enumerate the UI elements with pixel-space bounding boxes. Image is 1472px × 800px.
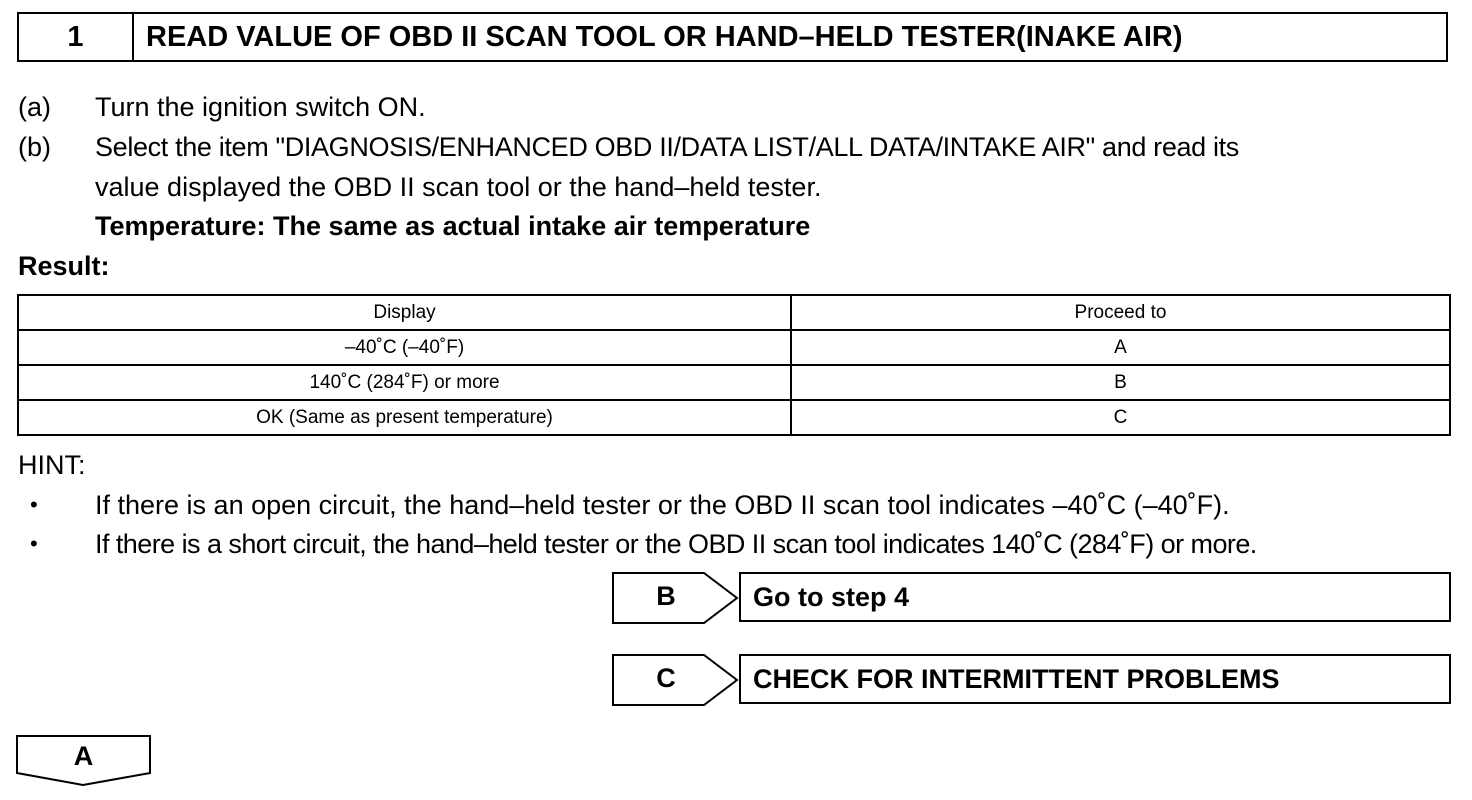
table-cell-proceed: A (791, 330, 1450, 365)
bullet-icon: • (30, 492, 38, 517)
branch-b (0, 572, 1472, 624)
hint-item-text: If there is an open circuit, the hand–held tester or the OBD II scan tool indicates –40˚C (–40˚F). (95, 490, 1230, 520)
instruction-a (0, 92, 1472, 126)
hint-item (0, 490, 1472, 524)
spec-text: Temperature: The same as actual intake air temperature (95, 211, 811, 241)
instruction-a-text: Turn the ignition switch ON. (95, 92, 426, 122)
hint-item (0, 529, 1472, 563)
continue-a (16, 735, 156, 787)
table-header-proceed: Proceed to (791, 295, 1450, 330)
step-header (17, 12, 1448, 62)
instruction-a-label: (a) (18, 92, 51, 122)
step-title: READ VALUE OF OBD II SCAN TOOL OR HAND–HELD TESTER(INAKE AIR) (146, 20, 1183, 53)
branch-action-text: Go to step 4 (753, 581, 910, 612)
instruction-b (0, 132, 1472, 166)
instruction-b-text-line2: value displayed the OBD II scan tool or the hand–held tester. (95, 172, 822, 202)
table-cell-display: –40˚C (–40˚F) (18, 330, 791, 365)
bullet-icon: • (30, 531, 38, 556)
table-cell-display: 140˚C (284˚F) or more (18, 365, 791, 400)
hint-item-text: If there is a short circuit, the hand–held tester or the OBD II scan tool indicates 140˚C (284˚F) or more. (95, 529, 1257, 559)
table-cell-proceed: B (791, 365, 1450, 400)
branch-c (0, 654, 1472, 706)
table-header-row (18, 295, 1450, 330)
branch-letter: B (656, 581, 676, 611)
hint-label: HINT: (18, 450, 86, 480)
instruction-b-text-line1: Select the item "DIAGNOSIS/ENHANCED OBD II/DATA LIST/ALL DATA/INTAKE AIR" and read its (95, 132, 1239, 162)
table-row (18, 365, 1450, 400)
branch-action-box (739, 654, 1451, 704)
table-row (18, 330, 1450, 365)
instruction-b-cont (0, 172, 1472, 206)
step-number: 1 (19, 14, 134, 60)
branch-action-text: CHECK FOR INTERMITTENT PROBLEMS (753, 663, 1280, 694)
branch-letter: C (656, 663, 676, 693)
result-label: Result: (18, 251, 110, 281)
table-cell-display: OK (Same as present temperature) (18, 400, 791, 435)
instruction-b-label: (b) (18, 132, 51, 162)
result-table (17, 294, 1451, 436)
branch-action-box (739, 572, 1451, 622)
table-header-display: Display (18, 295, 791, 330)
continue-letter: A (73, 741, 94, 771)
table-cell-proceed: C (791, 400, 1450, 435)
table-row (18, 400, 1450, 435)
